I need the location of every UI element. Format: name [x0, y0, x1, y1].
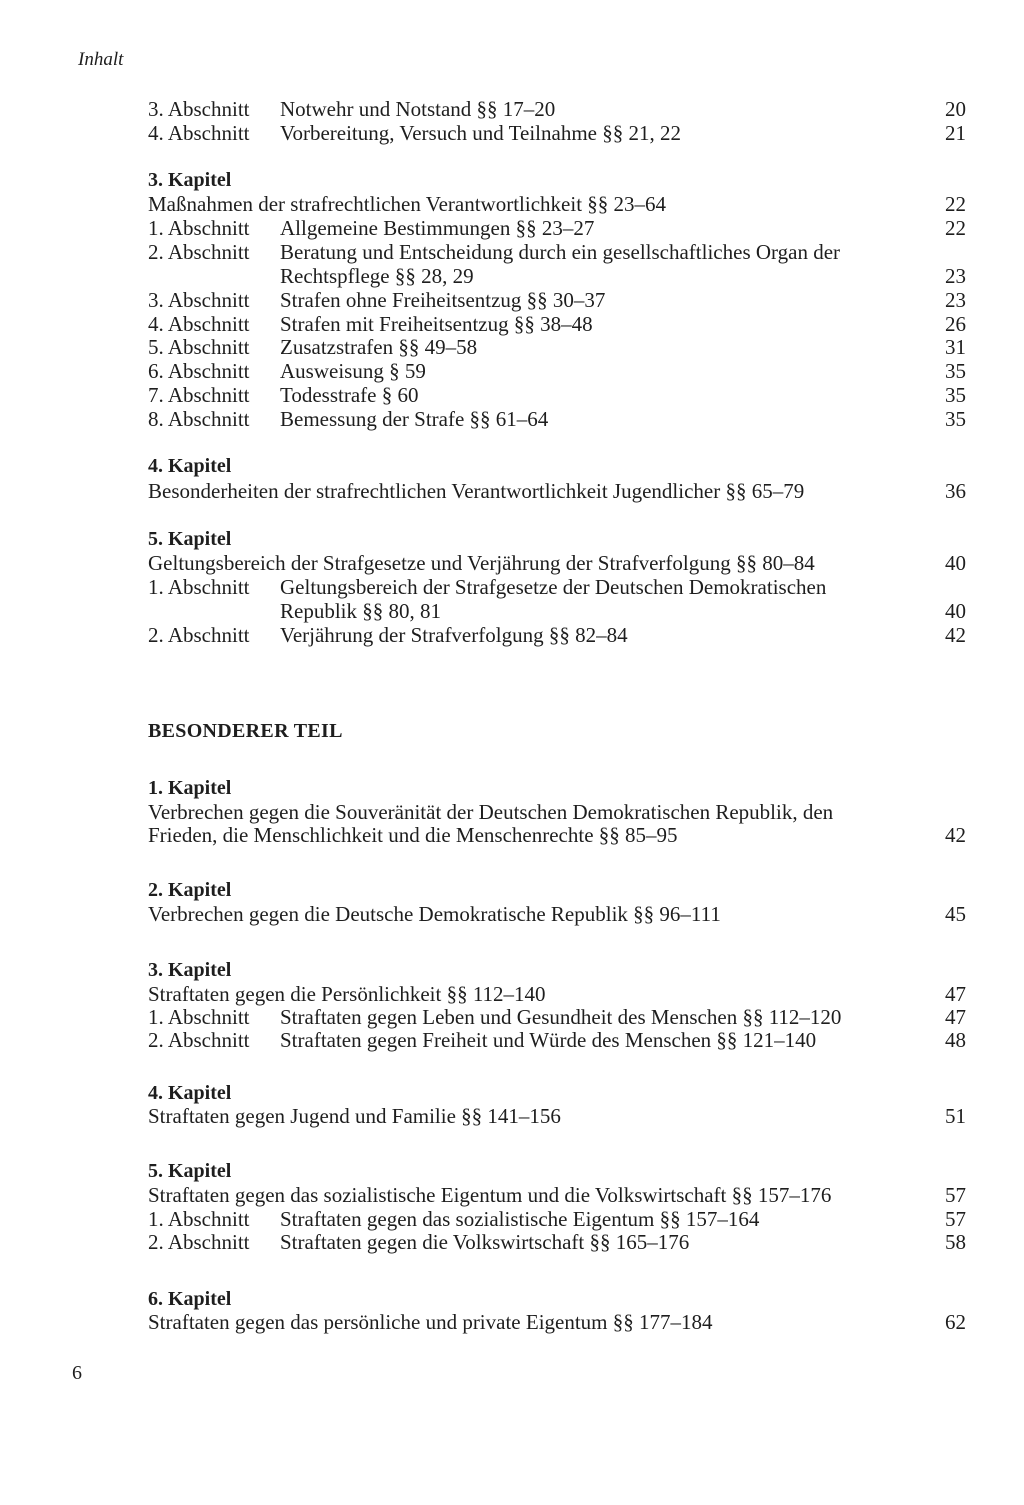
- abschnitt-label: 4. Abschnitt: [148, 121, 250, 145]
- page-ref: 22: [945, 192, 966, 216]
- abschnitt-label: 2. Abschnitt: [148, 1028, 250, 1052]
- abschnitt-label: 3. Abschnitt: [148, 97, 250, 121]
- page-ref: 47: [945, 1005, 966, 1029]
- abschnitt-label: 3. Abschnitt: [148, 288, 250, 312]
- page-ref: 48: [945, 1028, 966, 1052]
- page-ref: 51: [945, 1104, 966, 1128]
- abschnitt-label: 1. Abschnitt: [148, 1005, 250, 1029]
- abschnitt-title: Verjährung der Strafverfolgung §§ 82–84: [280, 623, 628, 647]
- kapitel-heading: 3. Kapitel: [148, 959, 232, 981]
- page-ref: 23: [945, 288, 966, 312]
- page-ref: 42: [945, 623, 966, 647]
- kapitel-heading: 5. Kapitel: [148, 528, 232, 550]
- abschnitt-label: 8. Abschnitt: [148, 407, 250, 431]
- abschnitt-title: Todesstrafe § 60: [280, 383, 419, 407]
- abschnitt-title: Straftaten gegen das sozialistische Eigentum §§ 157–164: [280, 1207, 760, 1231]
- kapitel-heading: 3. Kapitel: [148, 169, 232, 191]
- kapitel-title: Verbrechen gegen die Deutsche Demokratische Republik §§ 96–111: [148, 902, 721, 926]
- kapitel-title-line: Frieden, die Menschlichkeit und die Menschenrechte §§ 85–95: [148, 823, 678, 847]
- page-ref: 35: [945, 383, 966, 407]
- page-ref: 47: [945, 982, 966, 1006]
- kapitel-title: Straftaten gegen die Persönlichkeit §§ 112–140: [148, 982, 546, 1006]
- page-number: 6: [72, 1362, 82, 1384]
- page-ref: 40: [945, 551, 966, 575]
- abschnitt-title: Bemessung der Strafe §§ 61–64: [280, 407, 549, 431]
- abschnitt-label: 1. Abschnitt: [148, 216, 250, 240]
- page-ref: 36: [945, 479, 966, 503]
- page-ref: 58: [945, 1230, 966, 1254]
- page-ref: 23: [945, 264, 966, 288]
- abschnitt-label: 1. Abschnitt: [148, 575, 250, 599]
- kapitel-heading: 5. Kapitel: [148, 1160, 232, 1182]
- abschnitt-title: Allgemeine Bestimmungen §§ 23–27: [280, 216, 595, 240]
- page-ref: 62: [945, 1310, 966, 1334]
- abschnitt-title: Vorbereitung, Versuch und Teilnahme §§ 21, 22: [280, 121, 681, 145]
- section-title: BESONDERER TEIL: [148, 720, 343, 742]
- abschnitt-title: Strafen ohne Freiheitsentzug §§ 30–37: [280, 288, 606, 312]
- abschnitt-label: 2. Abschnitt: [148, 1230, 250, 1254]
- page-ref: 40: [945, 599, 966, 623]
- page-ref: 42: [945, 823, 966, 847]
- abschnitt-title-line: Rechtspflege §§ 28, 29: [280, 264, 474, 288]
- abschnitt-title: Zusatzstrafen §§ 49–58: [280, 335, 478, 359]
- abschnitt-title-line: Geltungsbereich der Strafgesetze der Deutschen Demokratischen: [280, 575, 827, 599]
- kapitel-title: Maßnahmen der strafrechtlichen Verantwortlichkeit §§ 23–64: [148, 192, 667, 216]
- page-ref: 57: [945, 1207, 966, 1231]
- abschnitt-title: Strafen mit Freiheitsentzug §§ 38–48: [280, 312, 593, 336]
- abschnitt-label: 7. Abschnitt: [148, 383, 250, 407]
- page-ref: 26: [945, 312, 966, 336]
- page-ref: 57: [945, 1183, 966, 1207]
- kapitel-title: Straftaten gegen das sozialistische Eigentum und die Volkswirtschaft §§ 157–176: [148, 1183, 832, 1207]
- kapitel-heading: 2. Kapitel: [148, 879, 232, 901]
- abschnitt-title: Straftaten gegen Freiheit und Würde des Menschen §§ 121–140: [280, 1028, 817, 1052]
- abschnitt-label: 5. Abschnitt: [148, 335, 250, 359]
- page-ref: 35: [945, 407, 966, 431]
- kapitel-heading: 4. Kapitel: [148, 455, 232, 477]
- kapitel-title: Straftaten gegen Jugend und Familie §§ 141–156: [148, 1104, 561, 1128]
- page-ref: 35: [945, 359, 966, 383]
- kapitel-title: Besonderheiten der strafrechtlichen Verantwortlichkeit Jugendlicher §§ 65–79: [148, 479, 805, 503]
- abschnitt-label: 4. Abschnitt: [148, 312, 250, 336]
- abschnitt-title: Straftaten gegen die Volkswirtschaft §§ 165–176: [280, 1230, 690, 1254]
- abschnitt-title-line: Republik §§ 80, 81: [280, 599, 441, 623]
- page-ref: 20: [945, 97, 966, 121]
- kapitel-heading: 1. Kapitel: [148, 777, 232, 799]
- page-ref: 45: [945, 902, 966, 926]
- page-ref: 22: [945, 216, 966, 240]
- abschnitt-title: Straftaten gegen Leben und Gesundheit des Menschen §§ 112–120: [280, 1005, 842, 1029]
- abschnitt-label: 6. Abschnitt: [148, 359, 250, 383]
- kapitel-title: Straftaten gegen das persönliche und private Eigentum §§ 177–184: [148, 1310, 713, 1334]
- abschnitt-title-line: Beratung und Entscheidung durch ein gesellschaftliches Organ der: [280, 240, 841, 264]
- kapitel-heading: 6. Kapitel: [148, 1288, 232, 1310]
- page-header: Inhalt: [78, 49, 124, 70]
- abschnitt-label: 2. Abschnitt: [148, 623, 250, 647]
- abschnitt-label: 2. Abschnitt: [148, 240, 250, 264]
- kapitel-title-line: Verbrechen gegen die Souveränität der Deutschen Demokratischen Republik, den: [148, 800, 834, 824]
- abschnitt-title: Ausweisung § 59: [280, 359, 426, 383]
- kapitel-title: Geltungsbereich der Strafgesetze und Verjährung der Strafverfolgung §§ 80–84: [148, 551, 815, 575]
- page-ref: 31: [945, 335, 966, 359]
- abschnitt-label: 1. Abschnitt: [148, 1207, 250, 1231]
- page-ref: 21: [945, 121, 966, 145]
- abschnitt-title: Notwehr und Notstand §§ 17–20: [280, 97, 556, 121]
- kapitel-heading: 4. Kapitel: [148, 1082, 232, 1104]
